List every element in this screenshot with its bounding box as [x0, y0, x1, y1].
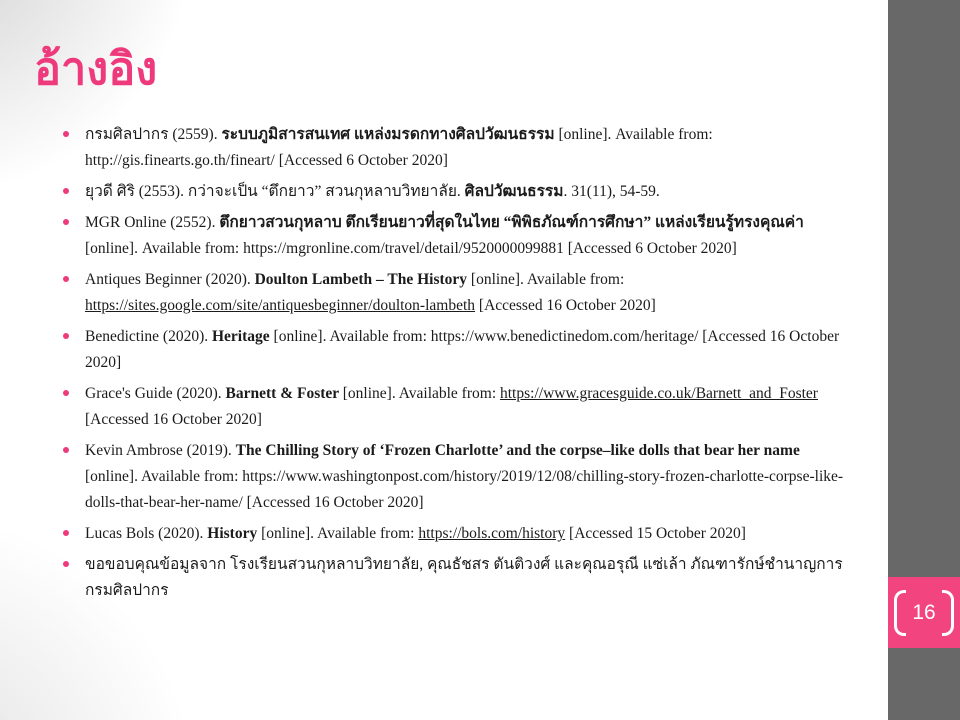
reference-text: . 31(11), 54-59.: [563, 183, 660, 200]
reference-item: [62, 521, 856, 547]
reference-item: [62, 324, 856, 376]
reference-text: The Chilling Story of ‘Frozen Charlotte’ and the corpse–like dolls that bear her name: [235, 442, 800, 459]
bullet-icon: [63, 131, 69, 137]
reference-text: [online]. Available from:: [342, 385, 500, 402]
reference-text: [online]. Available from: https://www.washingtonpost.com/history/2019/12/08/chilling-story-frozen-charlotte-corpse-like-dolls-that-bear-her-name/ [Accessed 16 October 2020]: [85, 468, 844, 511]
reference-item: [62, 267, 856, 319]
reference-item: [62, 552, 856, 604]
reference-text: Kevin Ambrose (2019).: [85, 442, 236, 459]
reference-text: Heritage: [211, 328, 274, 345]
references-list: [62, 122, 856, 609]
bracket-right-icon: [942, 590, 954, 636]
reference-item: [62, 381, 856, 433]
reference-item: [62, 179, 856, 205]
reference-text: ศิลปวัฒนธรรม: [464, 183, 564, 200]
reference-text: History: [207, 525, 262, 542]
reference-item: [62, 210, 856, 262]
reference-text: Antiques Beginner (2020).: [85, 271, 255, 288]
bullet-icon: [63, 447, 69, 453]
reference-text: [online]. Available from:: [470, 271, 625, 288]
reference-text: กรมศิลปากร (2559).: [85, 126, 222, 143]
reference-text: [online]. Available from: https://www.benedictinedom.com/heritage/ [Accessed 16 October 2020]: [85, 328, 840, 371]
page-number: 16: [912, 601, 936, 624]
bullet-icon: [63, 276, 69, 282]
reference-text: Barnett & Foster: [225, 385, 343, 402]
page-number-badge: [888, 577, 960, 648]
bracket-left-icon: [894, 590, 906, 636]
reference-text: Grace's Guide (2020).: [85, 385, 226, 402]
reference-text: [Accessed 16 October 2020]: [85, 411, 262, 428]
bullet-icon: [63, 530, 69, 536]
reference-text: Lucas Bols (2020).: [85, 525, 208, 542]
bullet-icon: [63, 188, 69, 194]
reference-text: [Accessed 16 October 2020]: [475, 297, 656, 314]
reference-item: [62, 122, 856, 174]
bullet-icon: [63, 333, 69, 339]
reference-text: [online]. Available from:: [261, 525, 419, 542]
bullet-icon: [63, 390, 69, 396]
reference-text: ตึกยาวสวนกุหลาบ ตึกเรียนยาวที่สุดในไทย “พิพิธภัณฑ์การศึกษา” แหล่งเรียนรู้ทรงคุณค่า: [219, 214, 804, 231]
reference-text: ขอขอบคุณข้อมูลจาก โรงเรียนสวนกุหลาบวิทยาลัย, คุณธัชสร ตันติวงศ์ และคุณอรุณี แซ่เล้า ภัณฑารักษ์ชำนาญการ กรมศิลปากร: [85, 556, 843, 599]
reference-text: [online]. Available from: https://mgronline.com/travel/detail/9520000099881 [Accessed 6 October 2020]: [85, 240, 737, 257]
bullet-icon: [63, 561, 69, 567]
hyperlink[interactable]: https://www.gracesguide.co.uk/Barnett_and_Foster: [500, 385, 818, 402]
hyperlink[interactable]: https://sites.google.com/site/antiquesbeginner/doulton-lambeth: [85, 297, 476, 314]
reference-text: ยุวดี ศิริ (2553). กว่าจะเป็น “ตึกยาว” สวนกุหลาบวิทยาลัย.: [85, 183, 465, 200]
reference-text: [online]. Available from: http://gis.finearts.go.th/fineart/ [Accessed 6 October 2020]: [85, 126, 713, 169]
reference-item: [62, 438, 856, 516]
hyperlink[interactable]: https://bols.com/history: [418, 525, 566, 542]
reference-text: ระบบภูมิสารสนเทศ แหล่งมรดกทางศิลปวัฒนธรรม: [221, 126, 559, 143]
bullet-icon: [63, 219, 69, 225]
reference-text: MGR Online (2552).: [85, 214, 220, 231]
reference-text: Doulton Lambeth – The History: [254, 271, 471, 288]
reference-text: Benedictine (2020).: [85, 328, 212, 345]
reference-text: [Accessed 15 October 2020]: [565, 525, 746, 542]
slide-title: อ้างอิง: [34, 43, 158, 94]
